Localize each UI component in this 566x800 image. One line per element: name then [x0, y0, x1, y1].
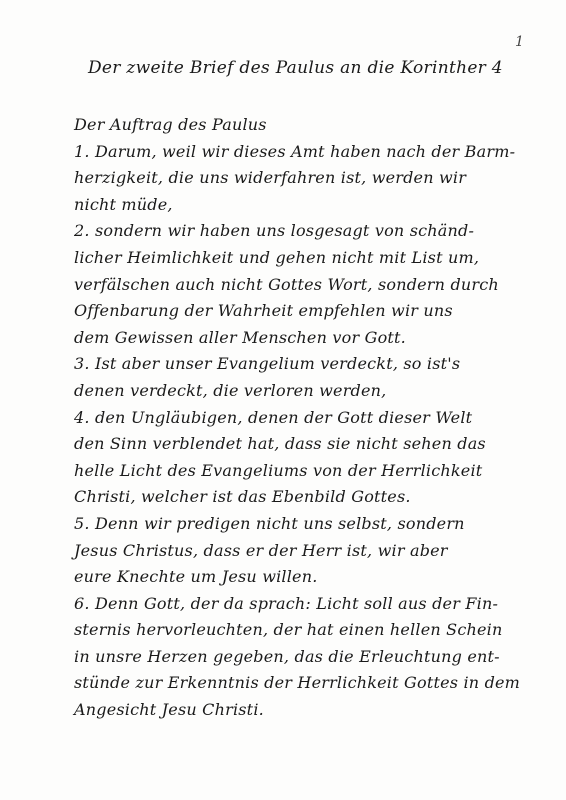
- text-line: 1. Darum, weil wir dieses Amt haben nach der Barm-: [74, 141, 516, 161]
- section-heading: Der Auftrag des Paulus: [74, 115, 267, 134]
- text-line: 6. Denn Gott, der da sprach: Licht soll aus der Fin-: [74, 593, 499, 613]
- text-line: dem Gewissen aller Menschen vor Gott.: [74, 327, 406, 347]
- text-line: nicht müde,: [74, 194, 173, 214]
- text-line: stünde zur Erkenntnis der Herrlichkeit Gottes in dem: [74, 673, 521, 693]
- text-line: denen verdeckt, die verloren werden,: [74, 380, 387, 400]
- text-line: verfälschen auch nicht Gottes Wort, sondern durch: [74, 274, 499, 294]
- text-line: den Sinn verblendet hat, dass sie nicht sehen das: [74, 434, 486, 454]
- text-line: sternis hervorleuchten, der hat einen hellen Schein: [74, 620, 503, 640]
- text-line: Christi, welcher ist das Ebenbild Gottes.: [74, 487, 411, 507]
- text-line: Angesicht Jesu Christi.: [74, 700, 264, 720]
- text-line: herzigkeit, die uns widerfahren ist, werden wir: [74, 168, 467, 188]
- text-line: licher Heimlichkeit und gehen nicht mit List um,: [74, 247, 480, 267]
- text-line: Jesus Christus, dass er der Herr ist, wir aber: [74, 540, 448, 560]
- page-number: 1: [515, 34, 524, 50]
- text-line: Offenbarung der Wahrheit empfehlen wir uns: [74, 301, 453, 321]
- text-line: 2. sondern wir haben uns losgesagt von schänd-: [74, 221, 475, 241]
- letter-body: [74, 112, 544, 724]
- text-line: 3. Ist aber unser Evangelium verdeckt, so ist's: [74, 354, 461, 374]
- text-line: in unsre Herzen gegeben, das die Erleuchtung ent-: [74, 646, 500, 666]
- text-line: helle Licht des Evangeliums von der Herrlichkeit: [74, 460, 483, 480]
- page-title: Der zweite Brief des Paulus an die Korinther 4: [88, 58, 503, 78]
- text-line: 4. den Ungläubigen, denen der Gott dieser Welt: [74, 407, 473, 427]
- text-line: eure Knechte um Jesu willen.: [74, 567, 318, 587]
- text-line: 5. Denn wir predigen nicht uns selbst, sondern: [74, 513, 465, 533]
